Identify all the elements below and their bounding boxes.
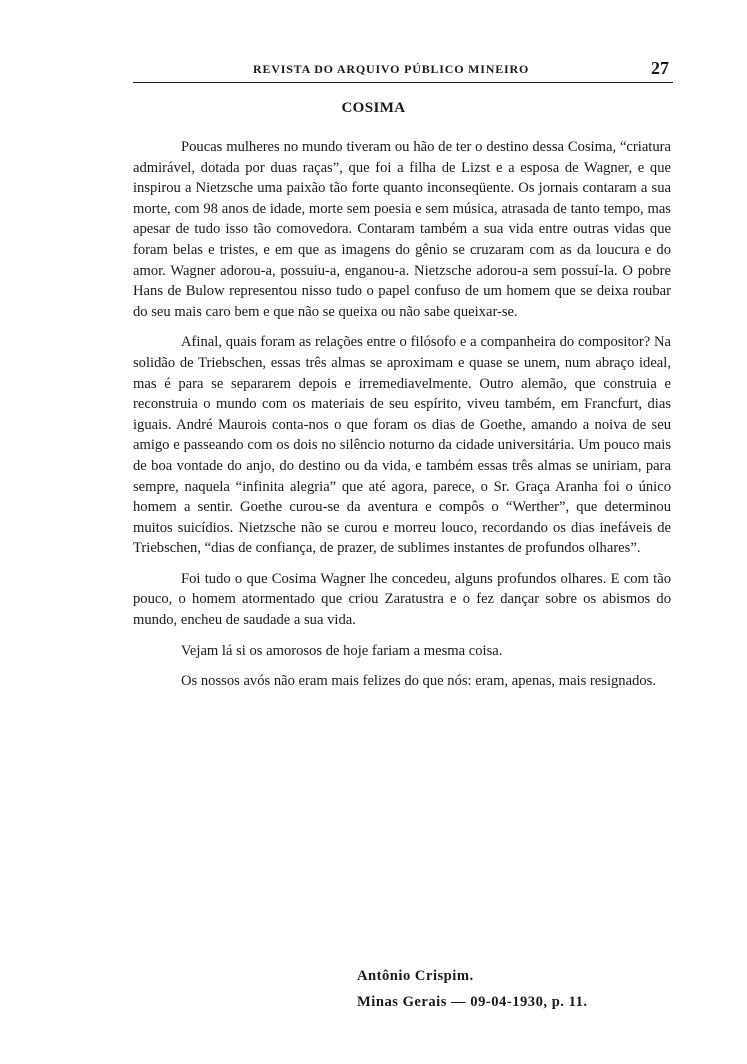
paragraph: Os nossos avós não eram mais felizes do que nós: eram, apenas, mais resignados. xyxy=(181,673,656,690)
article-body xyxy=(133,137,671,692)
running-header xyxy=(133,60,673,83)
author-name: Antônio Crispim. xyxy=(357,968,474,984)
source-citation: Minas Gerais — 09-04-1930, p. 11. xyxy=(357,994,588,1010)
signature-block xyxy=(357,963,588,1015)
article-title: COSIMA xyxy=(341,100,406,116)
paragraph: Poucas mulheres no mundo tiveram ou hão de ter o destino dessa Cosima, “criatura admirável, dotada por duas raças”, que foi a filha de Lizst e a esposa de Wagner, e que inspirou a Nietzsche uma paixão tão forte quanto inconseqüente. Os jornais contaram a sua morte, com 98 anos de idade, morte sem poesia e sem música, atrasada de tanto tempo, mas apesar de tudo isso tão comovedora. Contaram também a sua vida entre outras vidas que foram belas e tristes, e em que as imagens do gênio se cruzaram com as da loucura e do amor. Wagner adorou-a, possuiu-a, enganou-a. Nietzsche adorou-a sem possuí-la. O pobre Hans de Bulow representou nisso tudo o papel confuso de um homem que se deixa roubar do seu mais caro bem e que não se queixa ou não sabe queixar-se. xyxy=(133,139,671,320)
page-number: 27 xyxy=(651,58,669,78)
paragraph: Vejam lá si os amorosos de hoje fariam a mesma coisa. xyxy=(181,642,503,659)
running-title: REVISTA DO ARQUIVO PÚBLICO MINEIRO xyxy=(253,62,530,76)
paragraph: Foi tudo o que Cosima Wagner lhe concedeu, alguns profundos olhares. E com tão pouco, o homem atormentado que criou Zaratustra e o fez dançar sobre os abismos do mundo, encheu de saudade a sua vida. xyxy=(133,570,671,629)
paragraph: Afinal, quais foram as relações entre o filósofo e a companheira do compositor? Na solidão de Triebschen, essas três almas se aproximam e quase se unem, num abraço ideal, mas é para se separarem depois e irremediavelmente. Outro alemão, que construia e reconstruia o mundo com os materiais de seu espírito, viveu também, em Francfurt, dias iguais. André Maurois conta-nos o que foram os dias de Goethe, amando a noiva de seu amigo e passeando com os dois no silêncio noturno da cidade universitária. Um pouco mais de boa vontade do anjo, do destino ou da vida, e também essas três almas se uniriam, para sempre, naquela “infinita alegria” que até agora, parece, o Sr. Graça Aranha foi o único homem a sentir. Goethe curou-se da aventura e compôs o “Werther”, que determinou muitos suicídios. Nietzsche não se curou e morreu louco, recordando os dias inefáveis de Triebschen, “dias de confiança, de prazer, de sublimes instantes de profundos olhares”. xyxy=(133,334,671,557)
